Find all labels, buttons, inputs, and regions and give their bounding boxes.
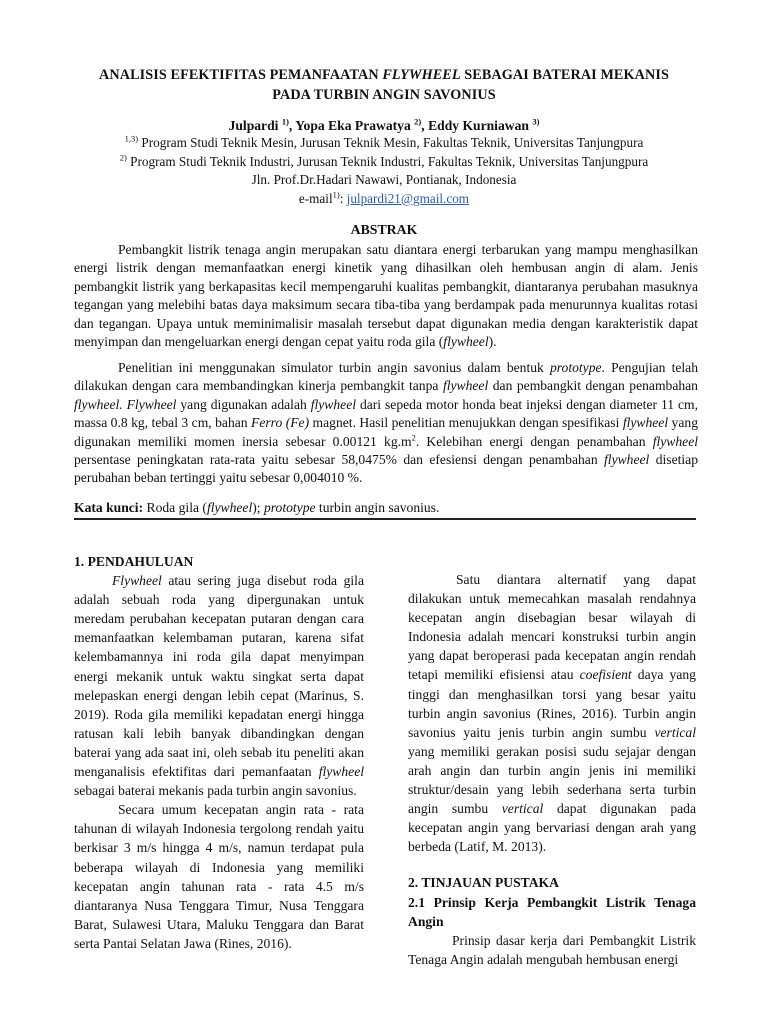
text-run: disetiap perubahan beban tertinggi yaitu sebesar 0,004010 %.	[74, 452, 698, 486]
email-label: e-mail	[298, 190, 333, 206]
text-run: magnet. Hasil penelitian menujukkan dengan spesifikasi	[309, 415, 623, 431]
abstract-paragraph-1	[74, 241, 698, 351]
text-run: vertical	[654, 724, 696, 740]
text-run: Pembangkit listrik tenaga angin merupakan satu diantara energi terbarukan yang mampu menghasilkan energi listrik dengan memanfaatkan energi kinetik yang dihasilkan oleh hembusan angin di alam. Jenis pembangkit listrik yang berkapasitas kecil mempengaruhi kualitas pembangkit, diantaranya perubahan masuknya tegangan yang melebihi batas daya maksimum secara tiba-tiba yang berdampak pada menurunnya kualitas rotasi dan tegangan. Upaya untuk meminimalisir masalah tersebut dapat digunakan media dengan karakteristik dapat menyimpan dan mengeluarkan energi dengan cepat yaitu roda gila (	[74, 242, 698, 350]
text-run: Roda gila (	[143, 500, 207, 515]
section-divider	[74, 518, 696, 520]
text-run: ).	[488, 334, 497, 350]
email-line	[60, 190, 708, 209]
text-run: flywheel. Flywheel	[74, 396, 177, 412]
left-paragraph-1	[74, 571, 364, 800]
text-run: 2	[411, 432, 416, 443]
email-link[interactable]: julpardi21@gmail.com	[346, 190, 470, 206]
text-run: Ferro (Fe)	[251, 415, 310, 431]
affiliation-sup: 1,3)	[124, 133, 139, 144]
text-run: turbin angin savonius.	[315, 500, 440, 515]
affiliation-text: Program Studi Teknik Industri, Jurusan Teknik Industri, Fakultas Teknik, Universitas Tanjungpura	[126, 153, 649, 169]
text-run: dapat digunakan pada kecepatan angin yang bervariasi dengan arah yang berbeda (Latif, M. 2013).	[408, 801, 696, 855]
left-column	[74, 552, 364, 953]
text-run: sebagai baterai mekanis pada turbin angin savonius.	[74, 783, 357, 799]
author-sup: 2)	[414, 116, 422, 127]
text-run: flywheel	[443, 334, 489, 350]
text-run: yang digunakan memiliki momen inersia sebesar 0.00121 kg.m	[74, 415, 698, 449]
author-name: Yopa Eka Prawatya	[295, 118, 415, 133]
text-run: flywheel	[604, 452, 650, 468]
text-run: flywheel	[318, 764, 364, 780]
affiliation-line	[60, 134, 708, 153]
author-name: Eddy Kurniawan	[428, 118, 533, 133]
keywords-text	[143, 500, 439, 515]
title-text-italic: FLYWHEEL	[382, 67, 461, 83]
title-text-line2: PADA TURBIN ANGIN SAVONIUS	[272, 86, 496, 103]
text-run: prototype	[549, 360, 602, 375]
keywords-label: Kata kunci:	[74, 500, 144, 515]
text-run: yang memiliki gerakan posisi sudu sejajar dengan arah angin dan turbin angin jenis ini memiliki struktur/desain yang lebih sederhana serta turbin angin sumbu	[408, 743, 696, 817]
right-column	[408, 570, 696, 969]
affiliation-line	[60, 153, 708, 172]
affiliations	[60, 134, 708, 208]
text-run: flywheel	[206, 500, 253, 515]
keywords-line	[74, 499, 698, 517]
text-run: flywheel	[310, 396, 357, 412]
text-run: coefisient	[579, 667, 632, 683]
text-run: atau sering juga disebut roda gila adalah sebuah roda yang dipergunakan untuk meredam perubahan kecepatan putaran dengan cara memanfaatkan kelembaman putaran, karena sifat kelembamannya ini roda gila dapat menyimpan energi mekanik untuk waktu singkat serta dapat melepaskan energi dengan lebih cepat (Marinus, S. 2019). Roda gila memiliki kepadatan energi hingga ratusan kali lebih banyak dibandingkan dengan baterai yang ada saat ini, oleh sebab itu peneliti akan menganalisis efektifitas dari pemanfaatan	[74, 573, 364, 780]
text-run: . Kelebihan energi dengan penambahan	[415, 433, 653, 449]
text-run: Satu diantara alternatif yang dapat dilakukan untuk memecahkan masalah rendahnya kecepatan angin disebagian besar wilayah di Indonesia adalah mencari konstruksi turbin angin yang dapat beroperasi pada kecepatan angin rendah tetapi memiliki efisiensi atau	[408, 572, 696, 683]
author-sup: 1)	[281, 116, 289, 127]
section-2-heading: 2. TINJAUAN PUSTAKA	[408, 875, 559, 891]
author-separator: ,	[288, 118, 296, 133]
text-run: prototype	[263, 500, 316, 515]
abstract-paragraph-2	[74, 359, 698, 488]
abstract-heading: ABSTRAK	[350, 222, 418, 237]
text-run: flywheel	[622, 415, 669, 431]
text-run: );	[252, 500, 264, 515]
email-sup: 1)	[332, 189, 340, 200]
text-run: dan pembangkit dengan penambahan	[488, 378, 698, 394]
author-sup: 3)	[532, 116, 540, 127]
author-list	[60, 117, 708, 135]
subsection-2-1-heading: 2.1 Prinsip Kerja Pembangkit Listrik Tenaga Angin	[408, 894, 696, 929]
author-separator: ,	[421, 118, 429, 133]
text-run: flywheel	[652, 433, 698, 449]
author-name: Julpardi	[228, 118, 282, 133]
paper-title	[60, 66, 708, 105]
text-run: daya yang tinggi dan menghasilkan torsi yang besar yaitu turbin angin savonius (Rines, 2016). Turbin angin savonius yaitu jenis turbin angin sumbu	[408, 667, 696, 740]
text-run: yang digunakan adalah	[176, 396, 311, 412]
affiliation-text: Program Studi Teknik Mesin, Jurusan Teknik Mesin, Fakultas Teknik, Universitas Tanjungpura	[138, 135, 644, 150]
text-run: flywheel	[442, 378, 489, 394]
text-run: vertical	[501, 801, 544, 817]
text-run: . Pengujian telah dilakukan dengan cara membandingkan kinerja pembangkit tanpa	[74, 360, 698, 394]
text-run: dari sepeda motor honda beat injeksi dengan diameter 11 cm, massa 0.8 kg, tebal 3 cm, bahan	[74, 396, 698, 431]
section-1-heading: 1. PENDAHULUAN	[74, 554, 194, 569]
affiliation-sup: 2)	[119, 152, 127, 163]
title-text-1: ANALISIS EFEKTIFITAS PEMANFAATAN	[99, 67, 383, 83]
email-colon: :	[339, 190, 347, 206]
right-paragraph-2: Prinsip dasar kerja dari Pembangkit Listrik Tenaga Angin adalah mengubah hembusan energi	[408, 932, 696, 967]
right-paragraph-1	[408, 570, 696, 856]
text-run: persentase peningkatan rata-rata yaitu sebesar 58,0475% dan efesiensi dengan penambahan	[74, 452, 605, 468]
left-paragraph-2: Secara umum kecepatan angin rata - rata tahunan di wilayah Indonesia tergolong rendah yaitu berkisar 3 m/s hingga 4 m/s, namun terdapat pula beberapa wilayah di Indonesia yang memiliki kecepatan angin tahunan rata - rata 4.5 m/s diantaranya Nusa Tenggara Timur, Nusa Tenggara Barat, Sulawesi Utara, Maluku Tenggara dan Barat serta Pantai Selatan Jawa (Rines, 2016).	[74, 802, 364, 951]
address: Jln. Prof.Dr.Hadari Nawawi, Pontianak, Indonesia	[251, 172, 517, 187]
title-text-2: SEBAGAI BATERAI MEKANIS	[460, 67, 669, 83]
text-run: Flywheel	[112, 573, 162, 589]
text-run: Penelitian ini menggunakan simulator turbin angin savonius dalam bentuk	[118, 360, 550, 375]
